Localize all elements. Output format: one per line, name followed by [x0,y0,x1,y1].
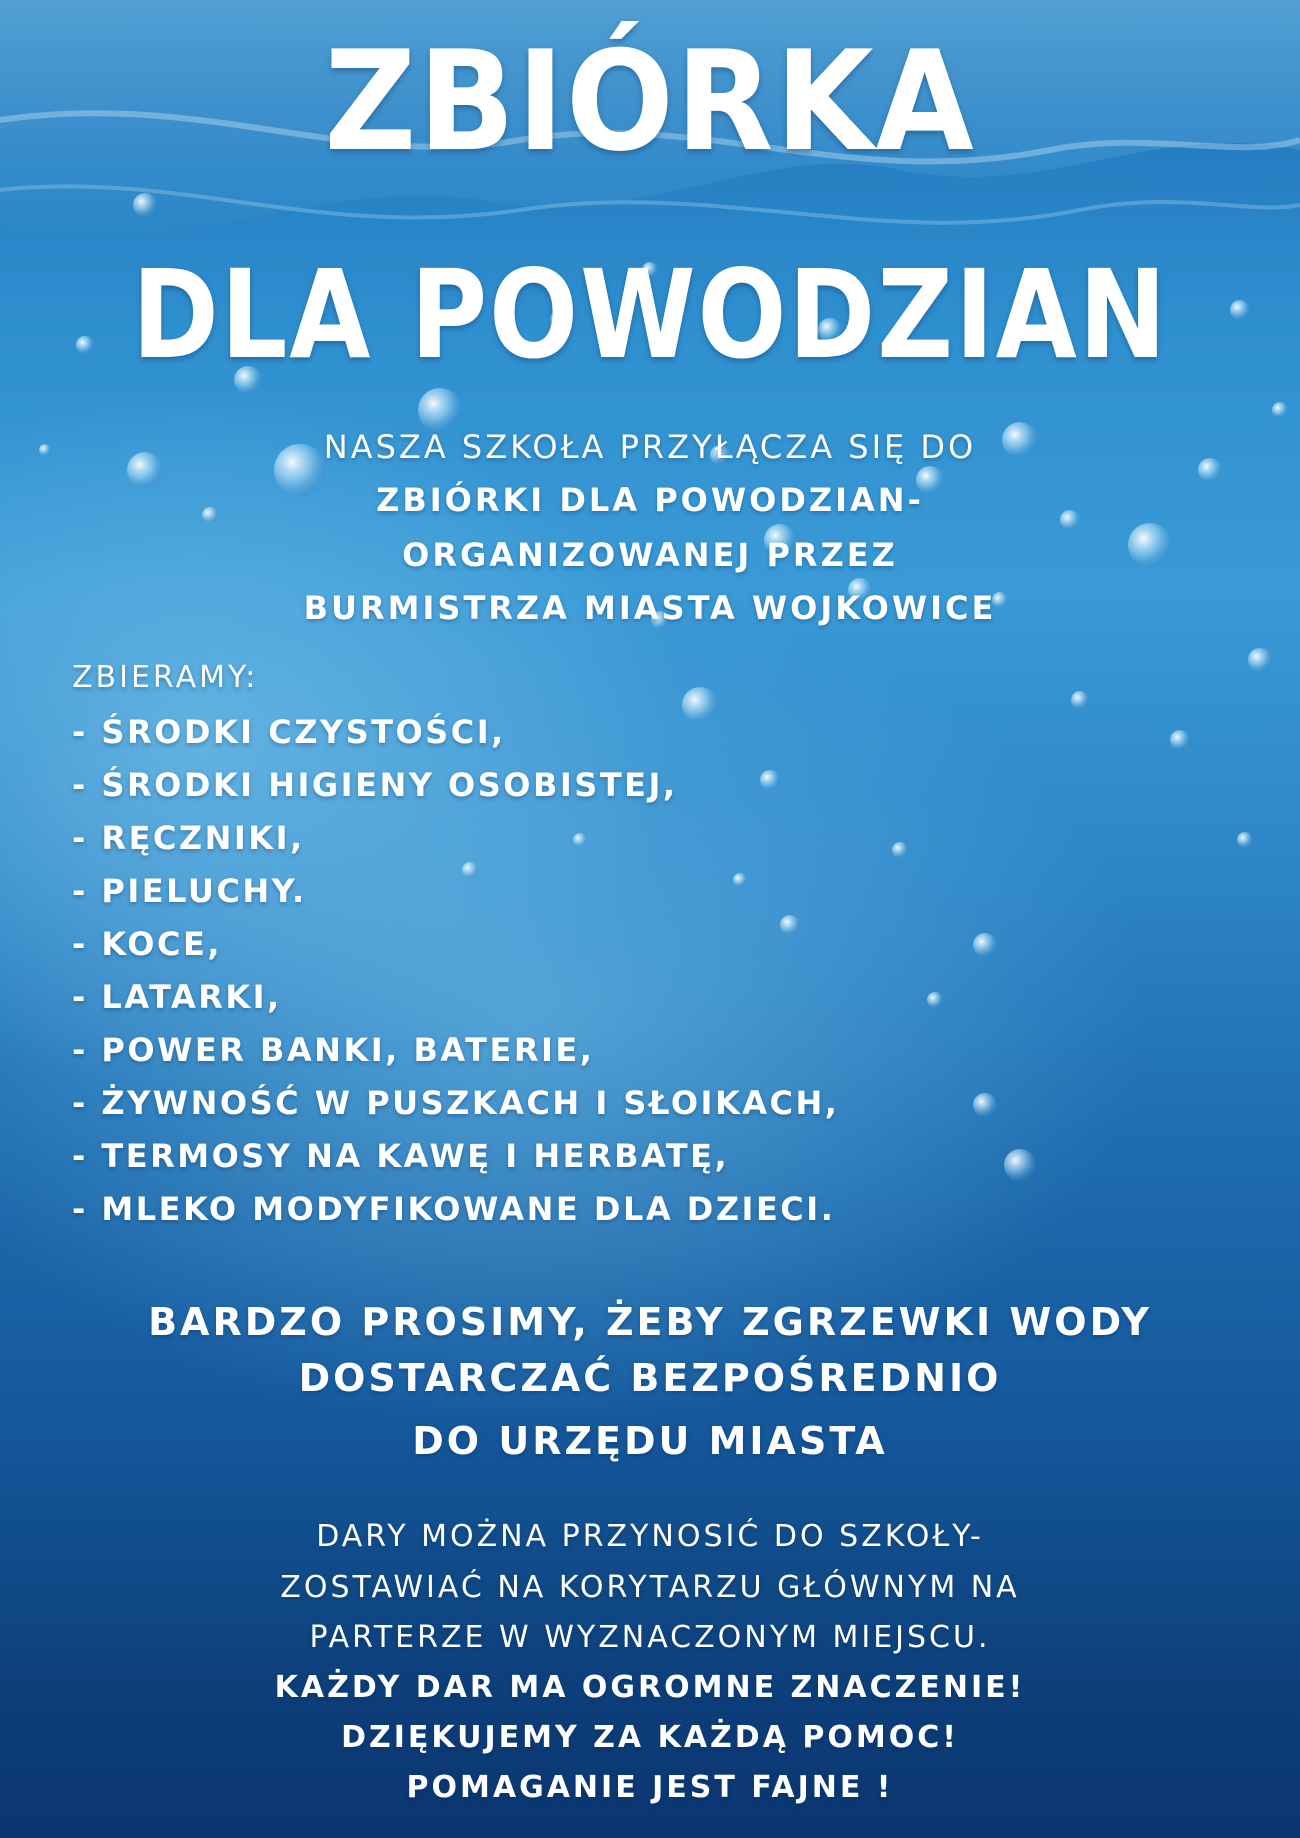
list-item: - TERMOSY NA KAWĘ I HERBATĘ, [72,1137,730,1175]
list-item: - POWER BANKI, BATERIE, [72,1031,595,1069]
list-item: - PIELUCHY. [72,872,307,910]
list-item: - MLEKO MODYFIKOWANE DLA DZIECI. [72,1190,836,1228]
list-item: - ŚRODKI HIGIENY OSOBISTEJ, [72,766,678,804]
list-item: - RĘCZNIKI, [72,819,305,857]
poster-title-line-1: ZBIÓRKA [324,21,976,182]
list-item: - ŚRODKI CZYSTOŚCI, [72,713,506,751]
footer-line: DARY MOŻNA PRZYNOSIĆ DO SZKOŁY- [316,1519,984,1554]
intro-line: ZBIÓRKI DLA POWODZIAN- [376,481,924,519]
list-item: - LATARKI, [72,978,282,1016]
footer-bold-line: DZIĘKUJEMY ZA KAŻDĄ POMOC! [341,1720,959,1755]
footer-line: PARTERZE W WYZNACZONYM MIEJSCU. [309,1620,991,1655]
water-notice-line: DO URZĘDU MIASTA [412,1419,888,1463]
footer-line: ZOSTAWIAĆ NA KORYTARZU GŁÓWNYM NA [280,1570,1020,1605]
list-item: - KOCE, [72,925,222,963]
water-notice-line: BARDZO PROSIMY, ŻEBY ZGRZEWKI WODY [148,1300,1152,1344]
footer-bold-line: KAŻDY DAR MA OGROMNE ZNACZENIE! [274,1670,1026,1705]
list-item: - ŻYWNOŚĆ W PUSZKACH I SŁOIKACH, [72,1084,840,1122]
intro-line: NASZA SZKOŁA PRZYŁĄCZA SIĘ DO [323,428,977,466]
list-heading: ZBIERAMY: [72,660,259,695]
water-notice-line: DOSTARCZAĆ BEZPOŚREDNIO [298,1356,1002,1400]
donation-items-list [72,706,839,1236]
poster-title-line-2: DLA POWODZIAN [131,244,1169,386]
intro-line: BURMISTRZA MIASTA WOJKOWICE [303,589,997,627]
footer-bold-line: POMAGANIE JEST FAJNE ! [406,1770,894,1805]
intro-line: ORGANIZOWANEJ PRZEZ [402,536,898,574]
